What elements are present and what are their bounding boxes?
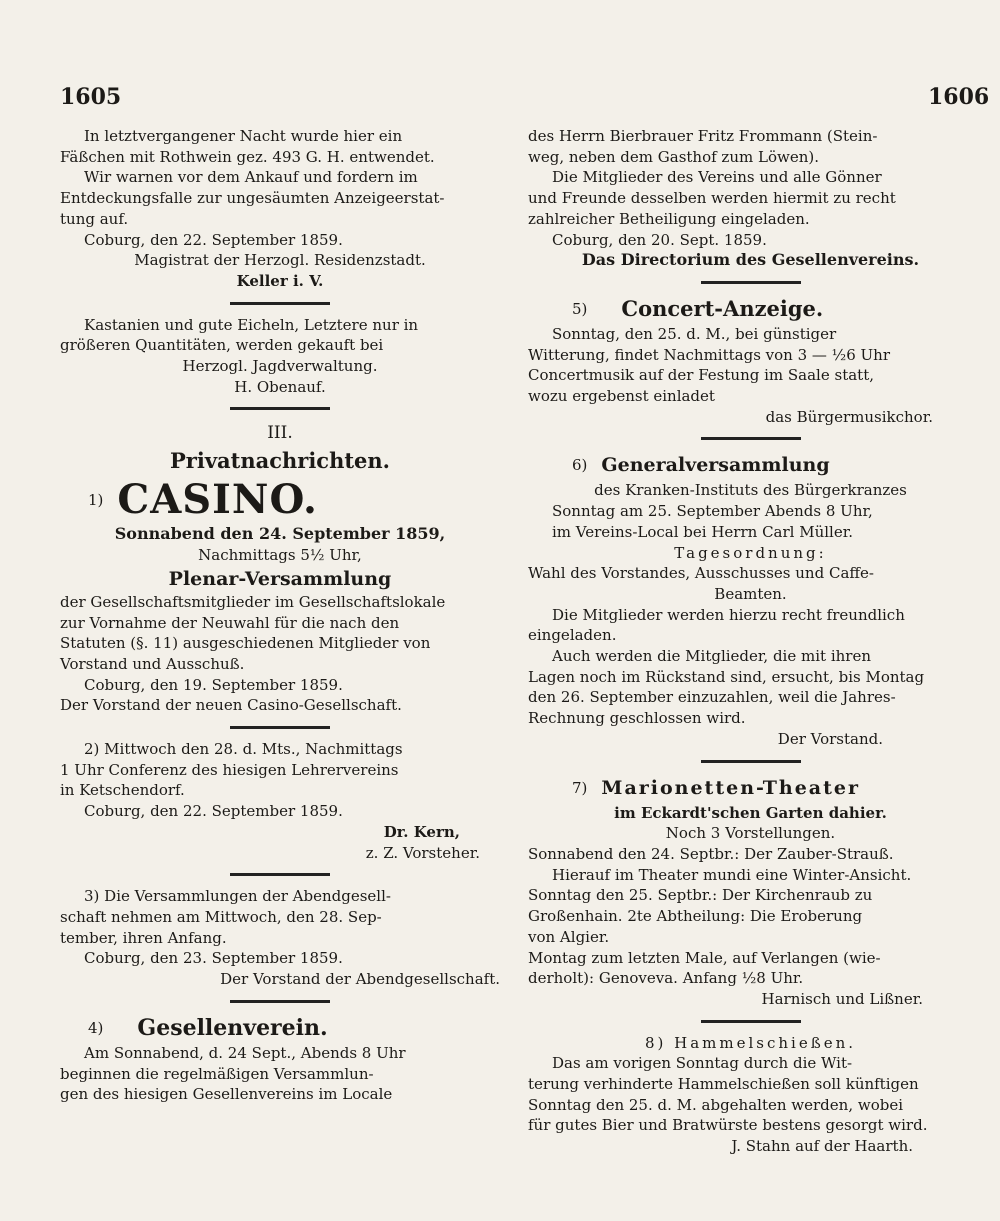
text-line: wozu ergebenst einladet	[528, 387, 715, 406]
text-line: größeren Quantitäten, werden gekauft bei	[60, 336, 384, 355]
text-line: in Ketschendorf.	[60, 781, 185, 800]
concert-title: Concert-Anzeige.	[621, 295, 824, 321]
text-line: Montag zum letzten Male, auf Verlangen (wie-	[528, 948, 881, 967]
page-number-right: 1606	[928, 84, 990, 110]
text-line: Großenhain. 2te Abtheilung: Die Eroberung	[528, 907, 863, 926]
notice-signature: H. Obenauf.	[234, 377, 326, 396]
item-number: 7)	[572, 778, 588, 797]
text-line: terung verhinderte Hammelschießen soll künftigen	[528, 1075, 919, 1094]
notice-date: Coburg, den 22. September 1859.	[84, 802, 343, 821]
text-line: Sonnabend den 24. Septbr.: Der Zauber-Strauß.	[528, 844, 894, 863]
performance-count: Noch 3 Vorstellungen.	[665, 824, 836, 843]
text-line: Auch werden die Mitglieder, die mit ihren	[552, 647, 871, 666]
text-line: Sonntag den 25. Septbr.: Der Kirchenraub zu	[528, 886, 873, 905]
text-line: für gutes Bier und Bratwürste bestens gesorgt wird.	[528, 1116, 928, 1135]
text-line: eingeladen.	[528, 626, 617, 645]
item-number: 4)	[88, 1018, 104, 1037]
text-line: 1 Uhr Conferenz des hiesigen Lehrervereins	[60, 760, 399, 779]
notice-signature: J. Stahn auf der Haarth.	[731, 1137, 913, 1156]
text-line: Wahl des Vorstandes, Ausschusses und Caffe-	[528, 564, 874, 583]
text-line: Das am vorigen Sonntag durch die Wit-	[552, 1054, 853, 1073]
event-date: Sonnabend den 24. September 1859,	[114, 524, 446, 544]
text-line: weg, neben dem Gasthof zum Löwen).	[528, 147, 819, 166]
page-number-left: 1605	[60, 84, 122, 110]
item-number: 5)	[572, 299, 588, 318]
notice-signature: das Bürgermusikchor.	[765, 407, 933, 426]
notice-signature: Magistrat der Herzogl. Residenzstadt.	[134, 251, 426, 270]
item-concert	[528, 294, 973, 428]
notice-signature: Keller i. V.	[236, 271, 324, 290]
notice-signature: z. Z. Vorsteher.	[365, 843, 480, 862]
assembly-header	[528, 450, 973, 480]
text-line: Vorstand und Ausschuß.	[60, 654, 245, 673]
notice-date: Coburg, den 20. Sept. 1859.	[552, 230, 767, 249]
casino-title: CASINO.	[117, 476, 318, 524]
text-line: Hierauf im Theater mundi eine Winter-Ansicht.	[552, 865, 912, 884]
item-evening-society	[60, 886, 500, 990]
text-line: Die Mitglieder werden hierzu recht freundlich	[552, 605, 905, 624]
text-line: zahlreicher Betheiligung eingeladen.	[528, 209, 810, 228]
left-column	[60, 126, 500, 1105]
agenda-title: Tagesordnung:	[674, 543, 827, 562]
text-line: gen des hiesigen Gesellenvereins im Locale	[60, 1085, 393, 1104]
divider	[230, 302, 330, 305]
event-time: Nachmittags 5½ Uhr,	[198, 546, 362, 565]
event-name: Plenar-Versammlung	[168, 567, 392, 590]
item-journeymen-continued	[528, 126, 973, 271]
divider	[230, 407, 330, 410]
text-line: Die Mitglieder des Vereins und alle Gönner	[552, 168, 882, 187]
text-line: im Vereins-Local bei Herrn Carl Müller.	[552, 522, 854, 541]
text-line: tember, ihren Anfang.	[60, 928, 227, 947]
text-line: Fäßchen mit Rothwein gez. 493 G. H. entwendet.	[60, 147, 435, 166]
divider	[230, 726, 330, 729]
text-line: des Herrn Bierbrauer Fritz Frommann (Stein-	[528, 127, 878, 145]
text-line: beginnen die regelmäßigen Versammlun-	[60, 1064, 374, 1083]
text-line: zur Vornahme der Neuwahl für die nach den	[60, 613, 400, 632]
journeymen-header	[60, 1013, 500, 1043]
notice-signature: Das Directorium des Gesellenvereins.	[581, 250, 920, 270]
notice-signature: Herzogl. Jagdverwaltung.	[182, 357, 378, 376]
divider	[701, 437, 801, 440]
notice-signature: Der Vorstand der neuen Casino-Gesellschaft.	[60, 696, 402, 715]
notice-chestnuts	[60, 315, 500, 398]
text-line: Kastanien und gute Eicheln, Letztere nur in	[84, 315, 419, 334]
text-line: Beamten.	[714, 584, 787, 603]
text-line: Wir warnen vor dem Ankauf und fordern im	[84, 168, 418, 187]
notice-date: Coburg, den 22. September 1859.	[84, 230, 343, 249]
item-teachers-conference	[60, 739, 500, 863]
shooting-title: 8) Hammelschießen.	[644, 1033, 857, 1052]
notice-signature: Dr. Kern,	[383, 822, 460, 841]
text-line: 3) Die Versammlungen der Abendgesell-	[84, 887, 391, 906]
text-line: Sonntag den 25. d. M. abgehalten werden, wobei	[528, 1095, 903, 1114]
text-line: Entdeckungsfalle zur ungesäumten Anzeigeerstat-	[60, 189, 445, 208]
notice-signature: Harnisch und Lißner.	[761, 989, 923, 1008]
notice-date: Coburg, den 23. September 1859.	[84, 949, 343, 968]
text-line: der Gesellschaftsmitglieder im Gesellschaftslokale	[60, 592, 446, 611]
casino-header	[60, 476, 500, 524]
text-line: derholt): Genoveva. Anfang ½8 Uhr.	[528, 969, 804, 988]
text-line: Am Sonnabend, d. 24 Sept., Abends 8 Uhr	[84, 1043, 406, 1062]
text-line: tung auf.	[60, 209, 129, 228]
text-line: Rechnung geschlossen wird.	[528, 709, 746, 728]
notice-signature: Der Vorstand der Abendgesellschaft.	[220, 970, 500, 989]
section-title: Privatnachrichten.	[169, 448, 390, 474]
text-line: 2) Mittwoch den 28. d. Mts., Nachmittags	[84, 740, 403, 759]
item-number: 6)	[572, 456, 588, 475]
divider	[230, 873, 330, 876]
notice-date: Coburg, den 19. September 1859.	[84, 675, 343, 694]
notice-theft	[60, 126, 500, 292]
text-line: Concertmusik auf der Festung im Saale statt,	[528, 366, 874, 385]
divider	[701, 281, 801, 284]
journeymen-title: Gesellenverein.	[137, 1014, 328, 1041]
item-marionette-theatre	[528, 773, 973, 1010]
text-line: von Algier.	[528, 927, 610, 946]
text-line: den 26. September einzuzahlen, weil die Jahres-	[528, 688, 896, 707]
notice-signature: Der Vorstand.	[777, 729, 883, 748]
theatre-subtitle: im Eckardt'schen Garten dahier.	[614, 803, 887, 822]
assembly-subtitle: des Kranken-Instituts des Bürgerkranzes	[594, 481, 907, 500]
assembly-title: Generalversammlung	[601, 454, 830, 477]
right-column	[528, 126, 973, 1157]
divider	[230, 1000, 330, 1003]
text-line: und Freunde desselben werden hiermit zu recht	[528, 189, 896, 208]
text-line: Sonntag, den 25. d. M., bei günstiger	[552, 324, 837, 343]
item-general-assembly	[528, 450, 973, 749]
text-line: Statuten (§. 11) ausgeschiedenen Mitglieder von	[60, 634, 431, 653]
divider	[701, 1020, 801, 1023]
text-line: Lagen noch im Rückstand sind, ersucht, bis Montag	[528, 667, 925, 686]
item-casino	[60, 476, 500, 716]
concert-header	[528, 294, 973, 324]
theatre-header	[528, 773, 973, 803]
text-line: schaft nehmen am Mittwoch, den 28. Sep-	[60, 907, 382, 926]
divider	[701, 760, 801, 763]
item-journeymen-club	[60, 1013, 500, 1105]
text-line: Witterung, findet Nachmittags von 3 — ½6 Uhr	[528, 345, 891, 364]
item-mutton-shooting	[528, 1033, 973, 1157]
text-line: Sonntag am 25. September Abends 8 Uhr,	[552, 502, 873, 521]
theatre-title: Marionetten-Theater	[601, 776, 860, 799]
text-line: In letztvergangener Nacht wurde hier ein	[84, 127, 403, 145]
section-numeral: III.	[267, 423, 293, 444]
item-number: 1)	[88, 491, 104, 510]
